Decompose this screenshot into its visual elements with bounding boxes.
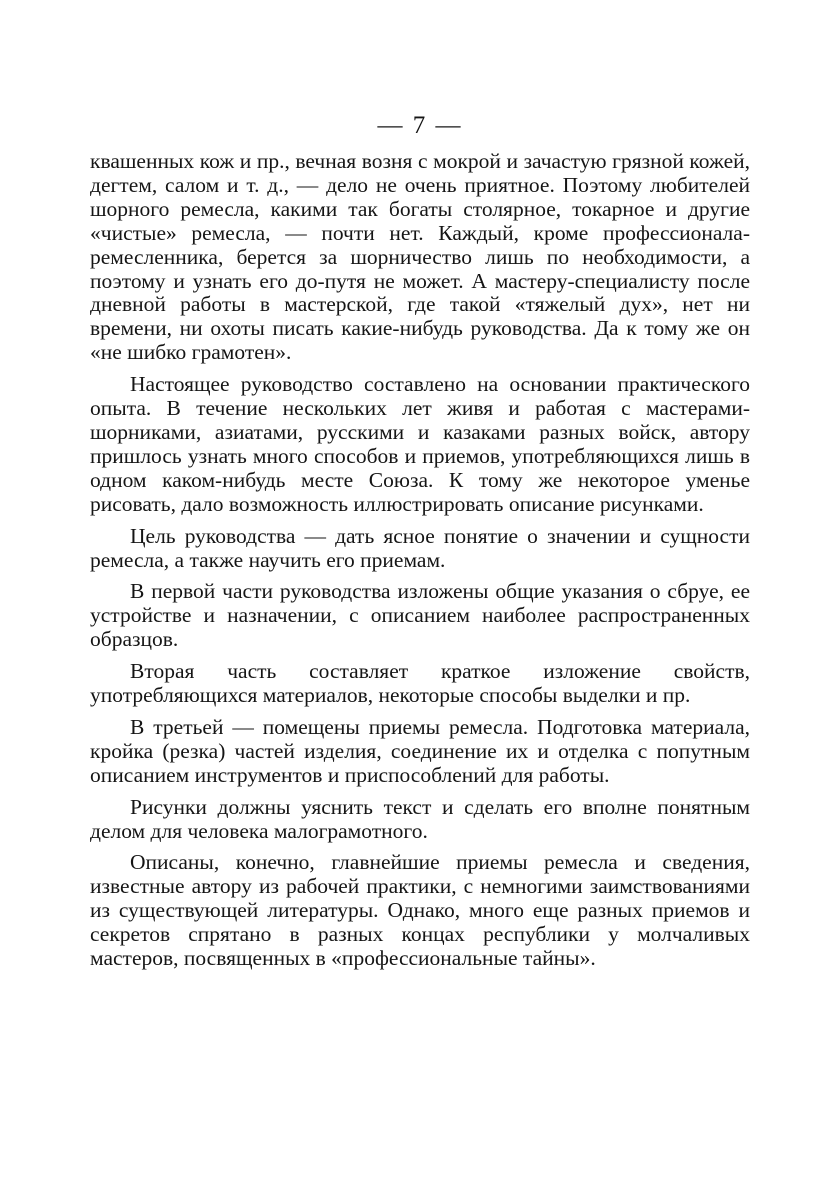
- paragraph: Описаны, конечно, главнейшие приемы ремесла и сведения, известные автору из рабочей практики, с немногими заимствованиями из существующей литературы. Однако, много еще разных приемов и секретов спрятано в разных концах республики у молчаливых мастеров, посвященных в «профессиональные тайны».: [90, 850, 750, 971]
- paragraph: В первой части руководства изложены общие указания о сбруе, ее устройстве и назначении, с описанием наиболее распространенных образцов.: [90, 579, 750, 652]
- paragraph: Вторая часть составляет краткое изложение свойств, употребляющихся материалов, некоторые способы выделки и пр.: [90, 659, 750, 708]
- paragraph: Цель руководства — дать ясное понятие о значении и сущности ремесла, а также научить его приемам.: [90, 523, 750, 572]
- paragraph: Настоящее руководство составлено на основании практического опыта. В течение нескольких лет живя и работая с мастерами-шорниками, азиатами, русскими и казаками разных войск, автору пришлось узнать много способов и приемов, употребляющихся лишь в одном каком-нибудь месте Союза. К тому же некоторое уменье рисовать, дало возможность иллюстрировать описание рисунками.: [90, 372, 750, 516]
- paragraph: Рисунки должны уяснить текст и сделать его вполне понятным делом для человека малограмотного.: [90, 794, 750, 843]
- paragraph: квашенных кож и пр., вечная возня с мокрой и зачастую грязной кожей, дегтем, салом и т. д., — дело не очень приятное. Поэтому любителей шорного ремесла, какими так богаты столярное, токарное и другие «чистые» ремесла, — почти нет. Каждый, кроме профессионала-ремесленника, берется за шорничество лишь по необходимости, а поэтому и узнать его до-путя не может. А мастеру-специалисту после дневной работы в мастерской, где такой «тяжелый дух», нет ни времени, ни охоты писать какие-нибудь руководства. Да к тому же он «не шибко грамотен».: [90, 149, 750, 365]
- body-text: [90, 150, 750, 979]
- paragraph: В третьей — помещены приемы ремесла. Подготовка материала, кройка (резка) частей изделия, соединение их и отделка с попутным описанием инструментов и приспособлений для работы.: [90, 714, 750, 787]
- page-number: — 7 —: [377, 112, 463, 139]
